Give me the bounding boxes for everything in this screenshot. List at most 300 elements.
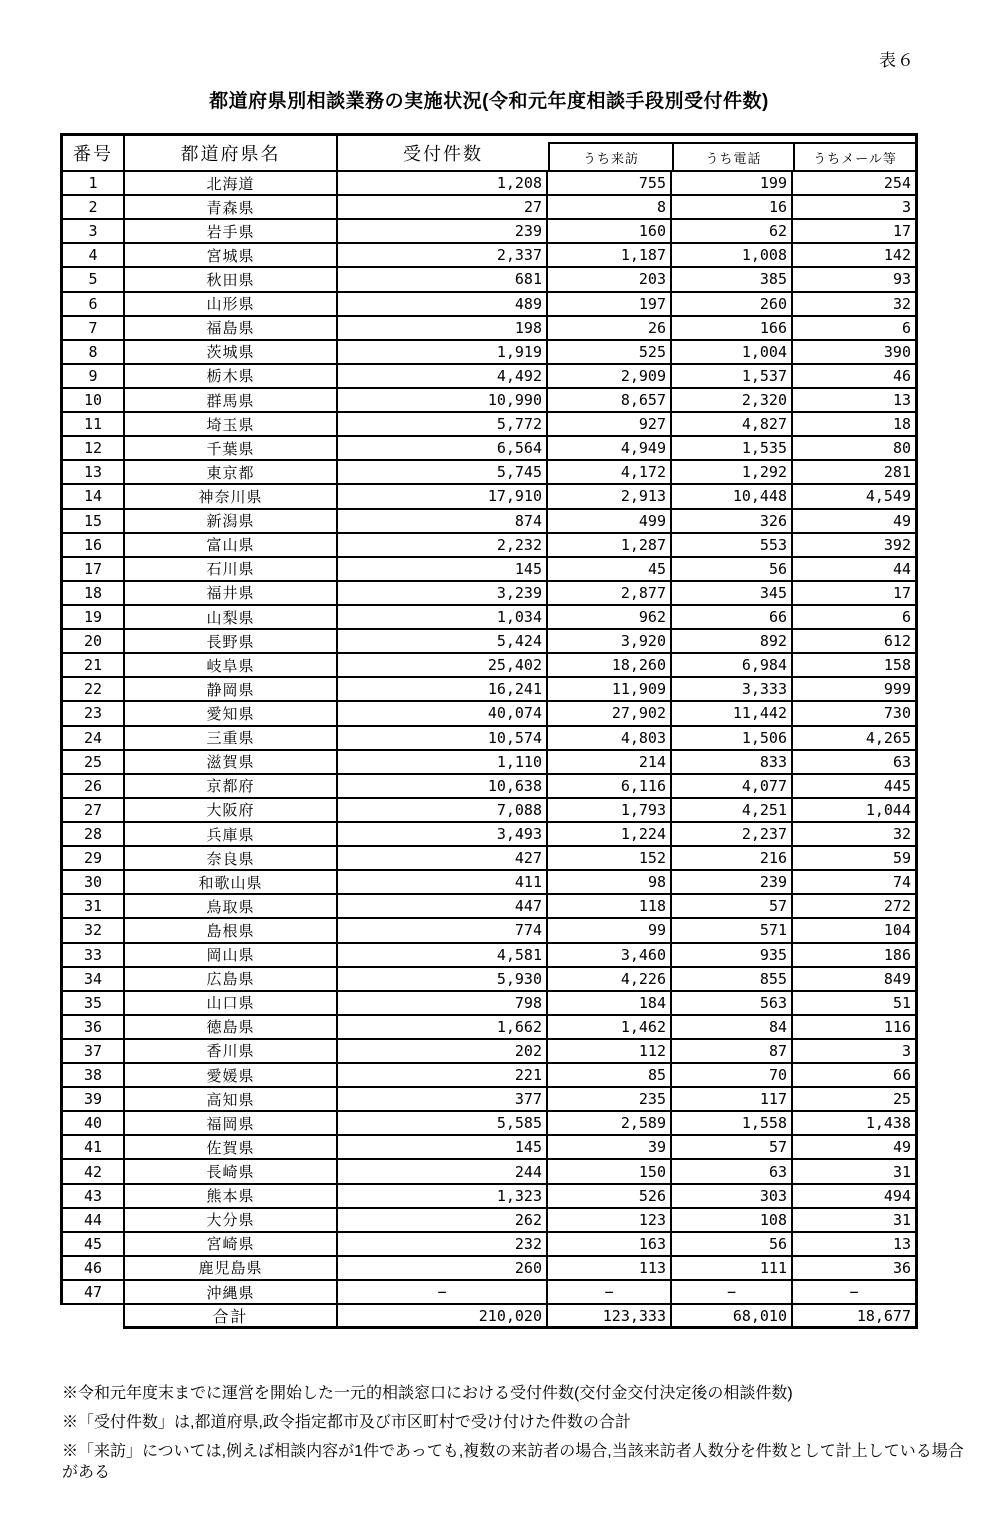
phone-count: 260 [672,293,793,317]
total-count: 2,232 [338,534,548,558]
mail-count: 392 [793,534,918,558]
mail-count: 93 [793,268,918,292]
mail-count: 6 [793,606,918,630]
visit-count: 755 [548,172,672,196]
mail-count: 494 [793,1185,918,1209]
row-number: 36 [60,1016,125,1040]
total-count: 3,239 [338,582,548,606]
prefecture-name: 岩手県 [125,220,338,244]
mail-count: 49 [793,1136,918,1160]
visit-count: 27,902 [548,702,672,726]
phone-count: 1,537 [672,365,793,389]
visit-count: 45 [548,558,672,582]
total-count: 5,424 [338,630,548,654]
prefecture-name: 石川県 [125,558,338,582]
prefecture-name: 京都府 [125,775,338,799]
phone-count: 111 [672,1257,793,1281]
row-number: 16 [60,534,125,558]
mail-count: 445 [793,775,918,799]
total-count: 1,110 [338,751,548,775]
row-number: 20 [60,630,125,654]
prefecture-name: 青森県 [125,196,338,220]
visit-count: 1,287 [548,534,672,558]
visit-count: 1,793 [548,799,672,823]
phone-count: 935 [672,944,793,968]
mail-count: 17 [793,582,918,606]
prefecture-name: 三重県 [125,727,338,751]
phone-count: 216 [672,847,793,871]
row-number: 41 [60,1136,125,1160]
prefecture-name: 宮崎県 [125,1233,338,1257]
prefecture-name: 東京都 [125,461,338,485]
visit-count: 8,657 [548,389,672,413]
row-number: 42 [60,1160,125,1184]
phone-count: 66 [672,606,793,630]
visit-count: 39 [548,1136,672,1160]
total-count: 5,585 [338,1112,548,1136]
mail-count: 66 [793,1064,918,1088]
visit-count: 6,116 [548,775,672,799]
visit-count: 2,877 [548,582,672,606]
row-number: 33 [60,944,125,968]
visit-count: 18,260 [548,654,672,678]
mail-count: 32 [793,293,918,317]
mail-count: 104 [793,919,918,943]
phone-count: 84 [672,1016,793,1040]
col-header-total: 受付件数 [338,133,548,172]
col-header-visit: うち来訪 [548,142,674,170]
prefecture-name: 栃木県 [125,365,338,389]
page-title: 都道府県別相談業務の実施状況(令和元年度相談手段別受付件数) [209,91,769,112]
phone-count: 117 [672,1088,793,1112]
prefecture-name: 福島県 [125,317,338,341]
mail-count: 74 [793,871,918,895]
visit-count: 160 [548,220,672,244]
mail-count: − [793,1281,918,1305]
total-count: 262 [338,1209,548,1233]
visit-count: 1,462 [548,1016,672,1040]
visit-count: 3,460 [548,944,672,968]
total-count: 10,638 [338,775,548,799]
total-count: 5,930 [338,968,548,992]
visit-count: 525 [548,341,672,365]
total-count: 232 [338,1233,548,1257]
prefecture-name: 北海道 [125,172,338,196]
phone-count: 1,004 [672,341,793,365]
row-number: 10 [60,389,125,413]
col-header-phone: うち電話 [674,142,795,170]
row-number: 30 [60,871,125,895]
mail-count: 80 [793,437,918,461]
visit-count: 499 [548,510,672,534]
row-number: 1 [60,172,125,196]
prefecture-name: 岡山県 [125,944,338,968]
row-number: 31 [60,895,125,919]
total-count: − [338,1281,548,1305]
visit-count: 4,226 [548,968,672,992]
mail-count: 36 [793,1257,918,1281]
prefecture-name: 鳥取県 [125,895,338,919]
phone-count: 166 [672,317,793,341]
row-number: 5 [60,268,125,292]
total-count: 1,919 [338,341,548,365]
total-count: 3,493 [338,823,548,847]
row-number: 4 [60,244,125,268]
col-header-mail: うちメール等 [795,142,915,170]
prefecture-name: 群馬県 [125,389,338,413]
prefecture-name: 香川県 [125,1040,338,1064]
visit-count: 4,803 [548,727,672,751]
phone-count: 571 [672,919,793,943]
mail-count: 59 [793,847,918,871]
prefecture-name: 福井県 [125,582,338,606]
total-count: 4,581 [338,944,548,968]
row-number: 43 [60,1185,125,1209]
total-count: 5,745 [338,461,548,485]
total-count: 489 [338,293,548,317]
prefecture-name: 山梨県 [125,606,338,630]
footnote-1: ※令和元年度末までに運営を開始した一元的相談窓口における受付件数(交付金交付決定後の相談件数) [62,1385,793,1402]
row-number: 35 [60,992,125,1016]
prefecture-name: 埼玉県 [125,413,338,437]
total-count: 27 [338,196,548,220]
total-label: 合計 [125,1305,338,1329]
mail-count: 31 [793,1160,918,1184]
visit-count: 85 [548,1064,672,1088]
phone-count: 553 [672,534,793,558]
row-number: 12 [60,437,125,461]
prefecture-name: 沖縄県 [125,1281,338,1305]
phone-count: 1,008 [672,244,793,268]
mail-count: 1,438 [793,1112,918,1136]
visit-count: 8 [548,196,672,220]
total-count: 681 [338,268,548,292]
prefecture-name: 大分県 [125,1209,338,1233]
row-number: 26 [60,775,125,799]
mail-count: 158 [793,654,918,678]
visit-count: 118 [548,895,672,919]
total-count: 1,208 [338,172,548,196]
phone-count: 56 [672,1233,793,1257]
prefecture-name: 兵庫県 [125,823,338,847]
prefecture-name: 茨城県 [125,341,338,365]
total-count: 774 [338,919,548,943]
mail-count: 186 [793,944,918,968]
prefecture-name: 宮城県 [125,244,338,268]
visit-count: 150 [548,1160,672,1184]
table-number-label: 表６ [879,51,915,70]
prefecture-name: 広島県 [125,968,338,992]
row-number: 24 [60,727,125,751]
col-header-number: 番号 [60,133,125,172]
total-count: 798 [338,992,548,1016]
row-number: 25 [60,751,125,775]
prefecture-name: 滋賀県 [125,751,338,775]
total-count: 10,990 [338,389,548,413]
phone-count: − [672,1281,793,1305]
mail-count: 849 [793,968,918,992]
total-count: 411 [338,871,548,895]
footnotes [62,1383,964,1491]
visit-count: 1,187 [548,244,672,268]
mail-count: 13 [793,389,918,413]
mail-count: 25 [793,1088,918,1112]
phone-count: 70 [672,1064,793,1088]
phone-count: 199 [672,172,793,196]
phone-count: 1,292 [672,461,793,485]
visit-count: 26 [548,317,672,341]
mail-count: 272 [793,895,918,919]
phone-count: 57 [672,1136,793,1160]
prefecture-name: 徳島県 [125,1016,338,1040]
total-count: 239 [338,220,548,244]
mail-count: 49 [793,510,918,534]
prefecture-name: 奈良県 [125,847,338,871]
mail-count: 254 [793,172,918,196]
total-count: 874 [338,510,548,534]
phone-count: 326 [672,510,793,534]
sub-header-group [548,133,918,172]
total-value: 68,010 [672,1305,793,1329]
total-count: 244 [338,1160,548,1184]
total-count: 145 [338,558,548,582]
visit-count: 113 [548,1257,672,1281]
mail-count: 17 [793,220,918,244]
row-number: 19 [60,606,125,630]
total-count: 16,241 [338,678,548,702]
row-number: 8 [60,341,125,365]
visit-count: 98 [548,871,672,895]
phone-count: 855 [672,968,793,992]
visit-count: 197 [548,293,672,317]
total-row-spacer [60,1305,125,1329]
total-value: 210,020 [338,1305,548,1329]
mail-count: 281 [793,461,918,485]
prefecture-table [60,133,918,1329]
phone-count: 833 [672,751,793,775]
visit-count: 3,920 [548,630,672,654]
row-number: 23 [60,702,125,726]
visit-count: 112 [548,1040,672,1064]
phone-count: 345 [672,582,793,606]
row-number: 38 [60,1064,125,1088]
phone-count: 1,535 [672,437,793,461]
row-number: 6 [60,293,125,317]
visit-count: 163 [548,1233,672,1257]
total-count: 1,323 [338,1185,548,1209]
prefecture-name: 愛知県 [125,702,338,726]
phone-count: 63 [672,1160,793,1184]
row-number: 37 [60,1040,125,1064]
mail-count: 612 [793,630,918,654]
mail-count: 46 [793,365,918,389]
prefecture-name: 佐賀県 [125,1136,338,1160]
row-number: 47 [60,1281,125,1305]
row-number: 40 [60,1112,125,1136]
total-count: 447 [338,895,548,919]
mail-count: 51 [793,992,918,1016]
prefecture-name: 新潟県 [125,510,338,534]
row-number: 39 [60,1088,125,1112]
row-number: 11 [60,413,125,437]
total-count: 4,492 [338,365,548,389]
mail-count: 390 [793,341,918,365]
total-count: 260 [338,1257,548,1281]
prefecture-name: 福岡県 [125,1112,338,1136]
mail-count: 999 [793,678,918,702]
footnote-2: ※「受付件数」は,都道府県,政令指定都市及び市区町村で受け付けた件数の合計 [62,1414,631,1431]
phone-count: 2,237 [672,823,793,847]
mail-count: 63 [793,751,918,775]
visit-count: 962 [548,606,672,630]
phone-count: 6,984 [672,654,793,678]
total-count: 377 [338,1088,548,1112]
mail-count: 3 [793,196,918,220]
row-number: 7 [60,317,125,341]
prefecture-name: 高知県 [125,1088,338,1112]
phone-count: 892 [672,630,793,654]
col-header-prefecture: 都道府県名 [125,133,338,172]
total-count: 5,772 [338,413,548,437]
prefecture-name: 鹿児島県 [125,1257,338,1281]
prefecture-name: 和歌山県 [125,871,338,895]
phone-count: 108 [672,1209,793,1233]
total-count: 145 [338,1136,548,1160]
row-number: 17 [60,558,125,582]
visit-count: 214 [548,751,672,775]
visit-count: 11,909 [548,678,672,702]
prefecture-name: 静岡県 [125,678,338,702]
visit-count: 203 [548,268,672,292]
prefecture-name: 島根県 [125,919,338,943]
prefecture-name: 山口県 [125,992,338,1016]
mail-count: 32 [793,823,918,847]
row-number: 2 [60,196,125,220]
row-number: 32 [60,919,125,943]
total-count: 202 [338,1040,548,1064]
visit-count: 4,949 [548,437,672,461]
phone-count: 303 [672,1185,793,1209]
phone-count: 10,448 [672,485,793,509]
visit-count: 4,172 [548,461,672,485]
visit-count: 235 [548,1088,672,1112]
row-number: 34 [60,968,125,992]
total-count: 198 [338,317,548,341]
prefecture-name: 富山県 [125,534,338,558]
prefecture-name: 岐阜県 [125,654,338,678]
footnote-3: ※「来訪」については,例えば相談内容が1件であっても,複数の来訪者の場合,当該来訪者人数分を件数として計上している場合がある [62,1443,964,1481]
mail-count: 18 [793,413,918,437]
phone-count: 87 [672,1040,793,1064]
total-value: 123,333 [548,1305,672,1329]
visit-count: 99 [548,919,672,943]
phone-count: 4,251 [672,799,793,823]
total-count: 17,910 [338,485,548,509]
row-number: 22 [60,678,125,702]
row-number: 44 [60,1209,125,1233]
mail-count: 31 [793,1209,918,1233]
total-count: 427 [338,847,548,871]
total-count: 10,574 [338,727,548,751]
visit-count: 184 [548,992,672,1016]
phone-count: 4,827 [672,413,793,437]
phone-count: 1,506 [672,727,793,751]
prefecture-name: 千葉県 [125,437,338,461]
visit-count: 123 [548,1209,672,1233]
mail-count: 44 [793,558,918,582]
row-number: 13 [60,461,125,485]
total-count: 7,088 [338,799,548,823]
mail-count: 1,044 [793,799,918,823]
row-number: 9 [60,365,125,389]
phone-count: 57 [672,895,793,919]
row-number: 18 [60,582,125,606]
mail-count: 4,265 [793,727,918,751]
phone-count: 563 [672,992,793,1016]
mail-count: 116 [793,1016,918,1040]
prefecture-name: 長野県 [125,630,338,654]
visit-count: 927 [548,413,672,437]
phone-count: 11,442 [672,702,793,726]
total-count: 1,662 [338,1016,548,1040]
phone-count: 385 [672,268,793,292]
visit-count: 526 [548,1185,672,1209]
prefecture-name: 秋田県 [125,268,338,292]
row-number: 3 [60,220,125,244]
visit-count: 2,909 [548,365,672,389]
total-count: 221 [338,1064,548,1088]
row-number: 14 [60,485,125,509]
prefecture-name: 神奈川県 [125,485,338,509]
row-number: 29 [60,847,125,871]
visit-count: − [548,1281,672,1305]
row-number: 27 [60,799,125,823]
phone-count: 56 [672,558,793,582]
row-number: 28 [60,823,125,847]
phone-count: 239 [672,871,793,895]
row-number: 46 [60,1257,125,1281]
phone-count: 3,333 [672,678,793,702]
row-number: 21 [60,654,125,678]
phone-count: 62 [672,220,793,244]
total-count: 25,402 [338,654,548,678]
total-value: 18,677 [793,1305,918,1329]
prefecture-name: 大阪府 [125,799,338,823]
total-count: 6,564 [338,437,548,461]
visit-count: 152 [548,847,672,871]
phone-count: 16 [672,196,793,220]
visit-count: 2,589 [548,1112,672,1136]
total-count: 2,337 [338,244,548,268]
mail-count: 730 [793,702,918,726]
phone-count: 4,077 [672,775,793,799]
prefecture-name: 長崎県 [125,1160,338,1184]
total-count: 1,034 [338,606,548,630]
mail-count: 13 [793,1233,918,1257]
total-count: 40,074 [338,702,548,726]
row-number: 45 [60,1233,125,1257]
phone-count: 2,320 [672,389,793,413]
mail-count: 6 [793,317,918,341]
mail-count: 3 [793,1040,918,1064]
phone-count: 1,558 [672,1112,793,1136]
prefecture-name: 山形県 [125,293,338,317]
row-number: 15 [60,510,125,534]
visit-count: 1,224 [548,823,672,847]
prefecture-name: 愛媛県 [125,1064,338,1088]
mail-count: 142 [793,244,918,268]
mail-count: 4,549 [793,485,918,509]
